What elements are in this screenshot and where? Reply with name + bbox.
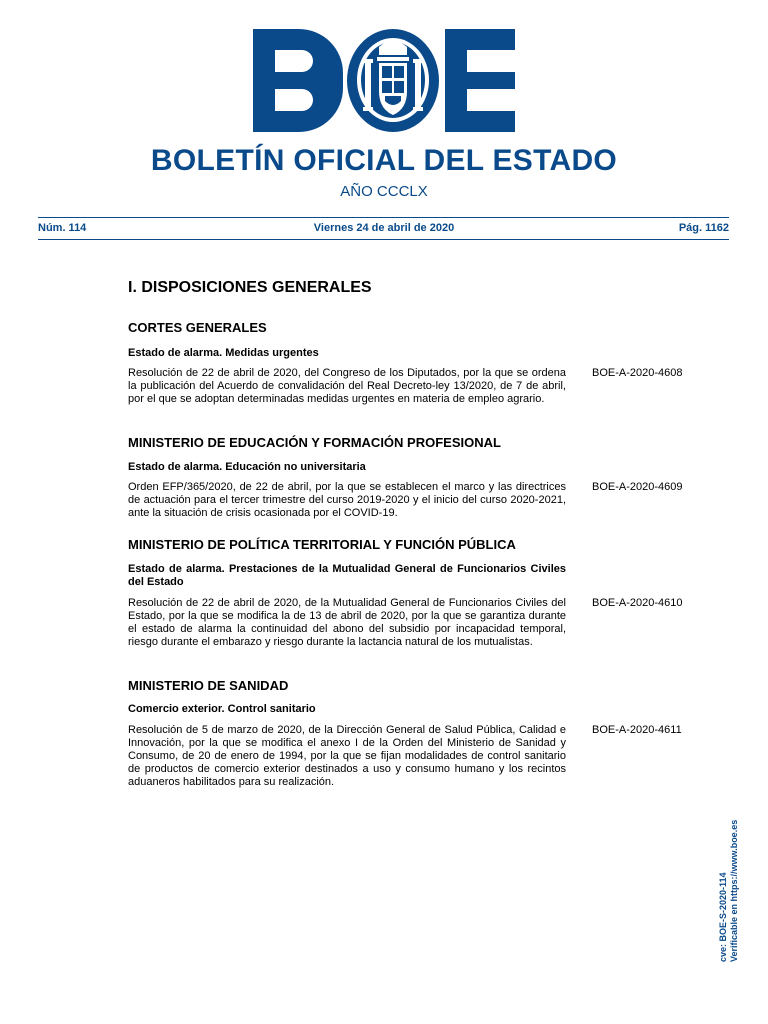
logo-letter-b (253, 29, 343, 132)
verification-link[interactable]: Verificable en https://www.boe.es (729, 819, 739, 962)
entry-text: Resolución de 22 de abril de 2020, de la Mutualidad General de Funcionarios Civiles del Estado, por la que se modifica la de 13 de abril de 2020, por la que se garantiza durante el estado de alarma la continuidad del abono del subsidio por incapacidad temporal, riesgo durante el embarazo y riesgo durante la lactancia natural de los mutualistas. (128, 597, 566, 648)
publication-year: AÑO CCCLX (340, 183, 428, 200)
org-heading: CORTES GENERALES (128, 320, 267, 335)
entry-reference-link[interactable]: BOE-A-2020-4610 (592, 597, 683, 609)
org-heading: MINISTERIO DE SANIDAD (128, 678, 289, 693)
org-heading: MINISTERIO DE POLÍTICA TERRITORIAL Y FUNCIÓN PÚBLICA (128, 537, 516, 552)
entry-text: Orden EFP/365/2020, de 22 de abril, por la que se establecen el marco y las directrices de actuación para el tercer trimestre del curso 2019-2020 y el inicio del curso 2020-2021, ante la situación de crisis ocasionada por el COVID-19. (128, 481, 566, 519)
subject-heading: Estado de alarma. Prestaciones de la Mutualidad General de Funcionarios Civiles del Estado (128, 563, 566, 588)
entry-reference-link[interactable]: BOE-A-2020-4608 (592, 367, 683, 379)
entry-reference-link[interactable]: BOE-A-2020-4611 (592, 724, 682, 736)
logo-letter-e (445, 29, 515, 132)
header-top-rule (38, 217, 729, 218)
logo-coat-of-arms-icon (347, 29, 439, 132)
issue-number: Núm. 114 (38, 222, 87, 234)
subject-heading: Comercio exterior. Control sanitario (128, 703, 316, 715)
issue-date: Viernes 24 de abril de 2020 (313, 222, 455, 234)
section-title: I. DISPOSICIONES GENERALES (128, 279, 372, 296)
verification-sidebar (712, 812, 740, 962)
subject-heading: Estado de alarma. Medidas urgentes (128, 347, 319, 359)
boe-logo (253, 29, 515, 132)
cve-code: cve: BOE-S-2020-114 (718, 872, 728, 962)
subject-heading: Estado de alarma. Educación no universitaria (128, 461, 366, 473)
publication-title: BOLETÍN OFICIAL DEL ESTADO (150, 144, 618, 177)
entry-text: Resolución de 5 de marzo de 2020, de la Dirección General de Salud Pública, Calidad e Innovación, por la que se modifica el anexo I de la Orden del Ministerio de Sanidad y Consumo, de 20 de enero de 1994, por la que se fijan modalidades de control sanitario de productos de comercio exterior destinados a uso y consumo humano y los recintos aduaneros habilitados para su realización. (128, 724, 566, 788)
entry-reference-link[interactable]: BOE-A-2020-4609 (592, 481, 683, 493)
entry-text: Resolución de 22 de abril de 2020, del Congreso de los Diputados, por la que se ordena la publicación del Acuerdo de convalidación del Real Decreto-ley 13/2020, de 7 de abril, por el que se adoptan determinadas medidas urgentes en materia de empleo agrario. (128, 367, 566, 405)
page-number: Pág. 1162 (678, 222, 729, 234)
org-heading: MINISTERIO DE EDUCACIÓN Y FORMACIÓN PROFESIONAL (128, 435, 501, 450)
header-bottom-rule (38, 239, 729, 240)
